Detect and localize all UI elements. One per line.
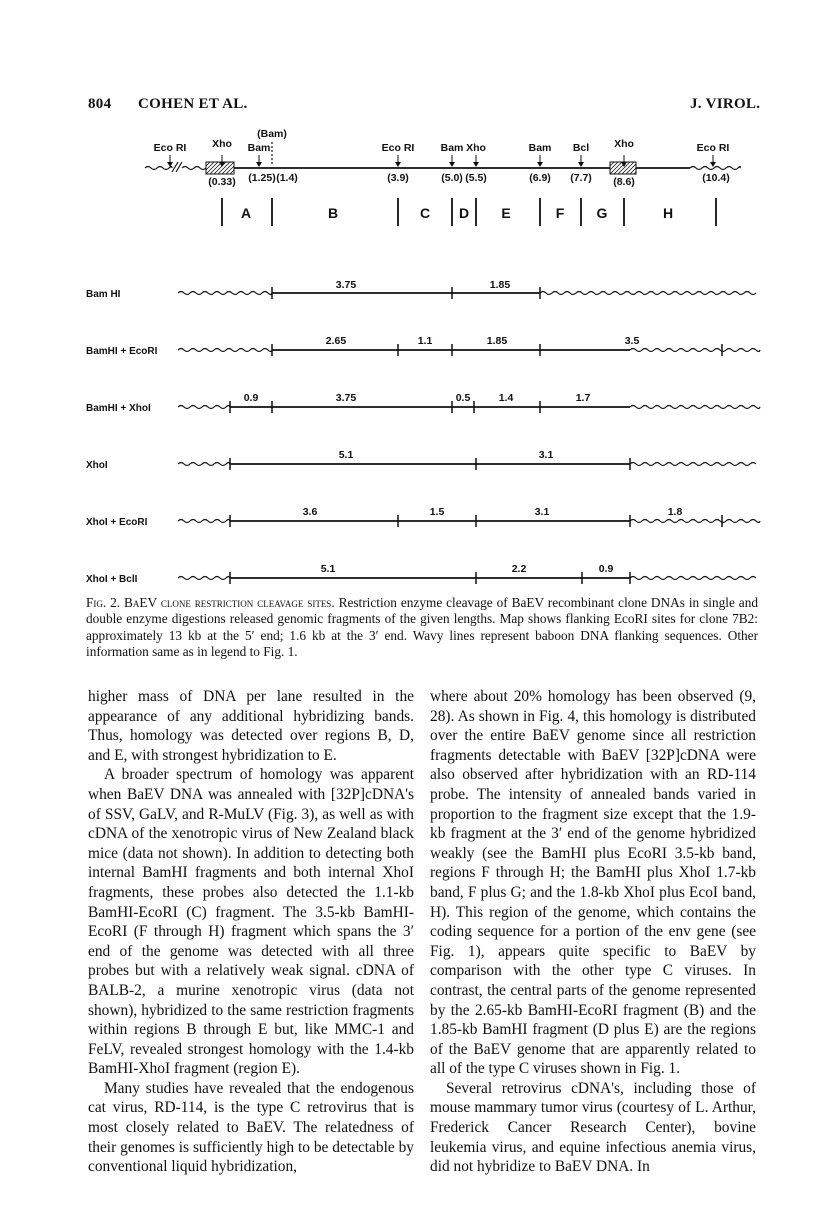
fragment-size-label: 1.4 <box>498 392 514 404</box>
digest-name: XhoI + EcoRI <box>86 517 148 528</box>
flank-wavy-right <box>690 167 740 170</box>
paragraph: where about 20% homology has been observed (9, 28). As shown in Fig. 4, this homology is distributed over the entire BaEV genome since all restriction fragments detectable with BaEV [32P]cDNA were also observed after hybridization with an RD-114 probe. The intensity of annealed bands varied in proportion to the fragment size except that the 1.9-kb fragment at the 3′ end of the genome hybridized weakly (see the BamHI plus EcoRI 3.5-kb band, regions F through H; the BamHI plus XhoI 1.7-kb band, F plus G; and the 1.8-kb XhoI plus EcoI band, H). This region of the genome, which contains the coding sequence for a portion of the env gene (see Fig. 1), appears quite specific to BaEV by comparison with the other type C viruses. In contrast, the central parts of the genome represented by the 2.65-kb BamHI-EcoRI fragment (B) and the 1.85-kb BamHI fragment (D plus E) are the regions of the BaEV genome that are apparently related to all of the type C viruses shown in Fig. 1. <box>430 688 756 1078</box>
journal-name: J. VIROL. <box>690 96 761 112</box>
left-text-column <box>88 687 414 1177</box>
flank-wavy <box>178 406 230 409</box>
site-label: Xho <box>466 142 486 154</box>
digest-name: BamHI + XhoI <box>86 403 151 414</box>
fragment-size-label: 0.9 <box>243 392 259 404</box>
fragment-size-label: 1.85 <box>489 279 511 291</box>
restriction-map-figure <box>0 0 816 595</box>
paragraph: Several retrovirus cDNA's, including those of mouse mammary tumor virus (courtesy of L. Arthur, Frederick Cancer Research Center), bovine leukemia virus, and equine infectious anemia virus, did not hybridize to BaEV DNA. In <box>430 1079 756 1176</box>
map-position-label: (3.9) <box>387 172 409 184</box>
fragment-size-label: 3.5 <box>624 335 640 347</box>
site-label: Bam <box>440 142 464 154</box>
site-arrow-head <box>578 162 584 167</box>
paragraph: higher mass of DNA per lane resulted in the appearance of any additional hybridizing bands. Thus, homology was detected over regions B, D, and E, with strongest hybridization to E. <box>88 688 414 764</box>
site-label: Eco RI <box>153 142 187 154</box>
region-label: F <box>555 205 565 221</box>
fragment-size-label: 3.1 <box>534 506 550 518</box>
paragraph: Many studies have revealed that the endogenous cat virus, RD-114, is the type C retrovirus that is most closely related to BaEV. The relatedness of their genomes is sufficiently high to be detectable by conventional liquid hybridization, <box>88 1079 414 1176</box>
flank-wavy <box>178 349 272 352</box>
map-position-label: (10.4) <box>702 172 730 184</box>
site-arrow-head <box>256 162 262 167</box>
flank-wavy <box>178 577 230 580</box>
map-position-label: (6.9) <box>529 172 551 184</box>
site-arrow-head <box>710 162 716 167</box>
site-label: Xho <box>614 138 634 150</box>
map-position-label: (1.25) <box>248 172 276 184</box>
digest-name: Bam HI <box>86 289 121 300</box>
map-position-label: (8.6) <box>613 176 635 188</box>
site-arrow-head <box>537 162 543 167</box>
flank-wavy <box>630 577 756 580</box>
site-label: Bam <box>528 142 552 154</box>
fragment-size-label: 2.65 <box>325 335 347 347</box>
figure-caption <box>86 595 758 661</box>
site-label: Eco RI <box>696 142 730 154</box>
flank-wavy <box>178 292 272 295</box>
fragment-size-label: 0.9 <box>598 563 614 575</box>
page-number: 804 <box>88 96 112 112</box>
site-label: Bcl <box>572 142 590 154</box>
fragment-size-label: 1.8 <box>667 506 683 518</box>
region-label: D <box>458 205 470 221</box>
region-label: H <box>662 205 674 221</box>
fragment-size-label: 1.5 <box>429 506 445 518</box>
running-authors: COHEN ET AL. <box>138 96 248 112</box>
flank-wavy <box>630 520 760 523</box>
site-arrow-head <box>473 162 479 167</box>
fragment-size-label: 1.1 <box>417 335 433 347</box>
flank-wavy-left <box>145 167 172 170</box>
region-label: B <box>327 205 339 221</box>
region-label: A <box>240 205 252 221</box>
digest-name: XhoI + BclI <box>86 574 138 585</box>
map-position-label: (5.0) <box>441 172 463 184</box>
region-label: G <box>596 205 608 221</box>
site-label: Bam <box>247 142 271 154</box>
flank-wavy-left <box>182 167 206 170</box>
site-arrow-head <box>449 162 455 167</box>
fragment-size-label: 3.6 <box>302 506 318 518</box>
fragment-size-label: 2.2 <box>511 563 527 575</box>
paragraph: A broader spectrum of homology was apparent when BaEV DNA was annealed with [32P]cDNA's of SSV, GaLV, and R-MuLV (Fig. 3), as well as with cDNA of the xenotropic virus of New Zealand black mice (data not shown). In addition to detecting both internal BamHI fragments and both internal XhoI fragments, these probes also detected the 1.1-kb BamHI-EcoRI (C) fragment. The 3.5-kb BamHI-EcoRI (F through H) fragment which spans the 3′ end of the genome was detected with all three probes but with a relatively weak signal. cDNA of BALB-2, a murine xenotropic virus (data not shown), hybridized to the same restriction fragments within regions B through E but, like MMC-1 and FeLV, revealed strongest homology with the 1.4-kb BamHI-XhoI fragment (region E). <box>88 766 414 1078</box>
site-label: (Bam) <box>257 128 287 140</box>
site-arrow-head <box>395 162 401 167</box>
flank-wavy <box>630 349 760 352</box>
map-position-label: (5.5) <box>465 172 487 184</box>
caption-lead: Fig. 2. BaEV clone restriction cleavage sites. <box>86 595 335 610</box>
site-label: Xho <box>212 138 232 150</box>
flank-wavy <box>630 406 760 409</box>
region-label: C <box>419 205 431 221</box>
flank-wavy <box>630 463 756 466</box>
digest-name: BamHI + EcoRI <box>86 346 158 357</box>
right-text-column <box>430 687 756 1177</box>
fragment-size-label: 0.5 <box>455 392 471 404</box>
fragment-size-label: 1.85 <box>486 335 508 347</box>
fragment-size-label: 5.1 <box>338 449 354 461</box>
map-position-label: (0.33) <box>208 176 236 188</box>
flank-wavy <box>178 520 230 523</box>
fragment-size-label: 3.75 <box>335 279 357 291</box>
fragment-size-label: 3.1 <box>538 449 554 461</box>
site-label: Eco RI <box>381 142 415 154</box>
map-position-label: (1.4) <box>276 172 298 184</box>
fragment-size-label: 5.1 <box>320 563 336 575</box>
map-position-label: (7.7) <box>570 172 592 184</box>
fragment-size-label: 1.7 <box>575 392 591 404</box>
region-label: E <box>501 205 511 221</box>
caption-body: Restriction enzyme cleavage of BaEV recombinant clone DNAs in single and double enzyme digestions released genomic fragments of the given lengths. Map shows flanking EcoRI sites for clone 7B2: approximately 13 kb at the 5′ end; 1.6 kb at the 3′ end. Wavy lines represent baboon DNA flanking sequences. Other information same as in legend to Fig. 1. <box>86 595 758 660</box>
flank-wavy <box>540 292 756 295</box>
digest-name: XhoI <box>86 460 108 471</box>
fragment-size-label: 3.75 <box>335 392 357 404</box>
flank-wavy <box>178 463 230 466</box>
